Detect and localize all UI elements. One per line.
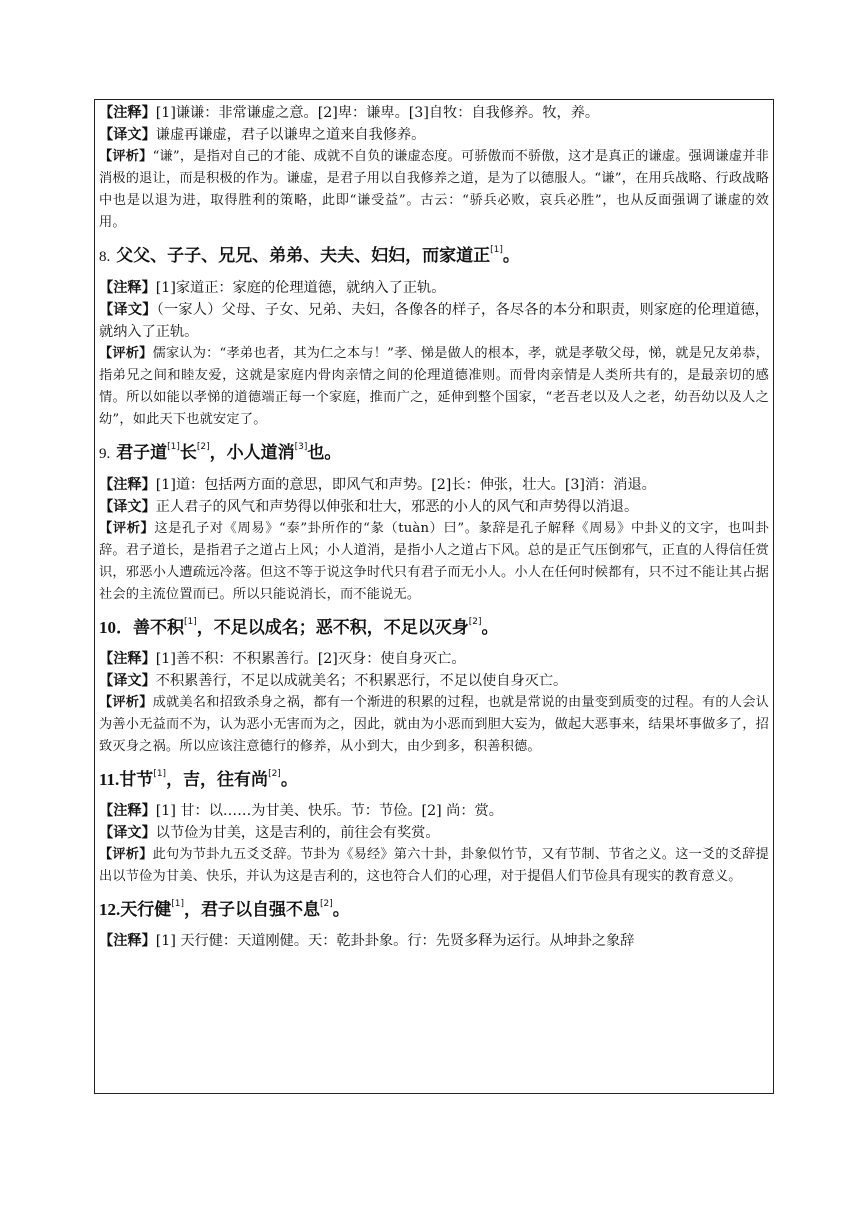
analysis-paragraph: 【评析】儒家认为：“孝弟也者，其为仁之本与！”孝、悌是做人的根本，孝，就是孝敬父母，悌，就是兄友弟恭，指弟兄之间和睦友爱，这就是家庭内骨肉亲情之间的伦理道德准则。而骨肉亲情是人类所共有的，是最亲切的感情。所以如能以孝悌的道德端正每一个家庭，推而广之，延伸到整个国家，“老吾老以及人之老，幼吾幼以及人之幼”，如此天下也就安定了。 — [99, 346, 769, 427]
section-9 — [99, 474, 769, 606]
translation-paragraph: 【译文】（一家人）父母、子女、兄弟、夫妇，各像各的样子，各尽各的本分和职责，则家庭的伦理道德，就纳入了正轨。 — [99, 302, 769, 340]
analysis-paragraph: 【评析】此句为节卦九五爻爻辞。节卦为《易经》第六十卦，卦象似竹节，又有节制、节省之义。这一爻的爻辞提出以节俭为甘美、快乐，并认为这是吉利的，这也符合人们的心理，对于提倡人们节俭具有现实的教育意义。 — [99, 847, 769, 884]
translation-paragraph: 【译文】谦虚再谦虚，君子以谦卑之道来自我修养。 — [99, 127, 426, 143]
section-8 — [99, 277, 769, 431]
note-paragraph: 【注释】[1]善不积：不积累善行。[2]灭身：使自身灭亡。 — [99, 651, 466, 667]
translation-paragraph: 【译文】以节俭为甘美，这是吉利的，前往会有奖赏。 — [99, 825, 440, 841]
analysis-paragraph: 【评析】成就美名和招致杀身之祸，都有一个渐进的积累的过程，也就是常说的由量变到质变的过程。有的人会认为善小无益而不为，认为恶小无害而为之，因此，就由为小恶而到胆大妄为，做起大恶事来，结果坏事做多了，招致灭身之祸。所以应该注意德行的修养，从小到大，由少到多，积善积德。 — [99, 695, 769, 754]
section-12 — [99, 930, 769, 952]
heading-8: 8. 父父、子子、兄兄、弟弟、夫夫、妇妇，而家道正[1]。 — [99, 245, 520, 266]
analysis-paragraph: 【评析】这是孔子对《周易》“泰”卦所作的“彖（tuàn）曰”。彖辞是孔子解释《周易》中卦义的文字，也叫卦辞。君子道长，是指君子之道占上风；小人道消，是指小人之道占下风。总的是正气压倒邪气，正直的人得信任赏识，邪恶小人遭疏远冷落。但这不等于说这争时代只有君子而无小人。小人在任何时候都有，只不过不能让其占据社会的主流位置而已。所以只能说消长，而不能说无。 — [99, 521, 769, 602]
section-7 — [99, 102, 769, 234]
section-11 — [99, 800, 769, 888]
document-frame — [94, 99, 774, 1094]
heading-12: 12.天行健[1]，君子以自强不息[2]。 — [99, 899, 350, 920]
note-paragraph: 【注释】[1]道：包括两方面的意思，即风气和声势。[2]长：伸张，壮大。[3]消：消退。 — [99, 477, 656, 493]
section-10 — [99, 648, 769, 758]
analysis-paragraph: 【评析】“谦”，是指对自己的才能、成就不自负的谦虚态度。可骄傲而不骄傲，这才是真正的谦虚。强调谦虚并非消极的退让，而是积极的作为。谦虚，是君子用以自我修养之道，是为了以德服人。“谦”，在用兵战略、行政战略中也是以退为进，取得胜利的策略，此即“谦受益”。古云：“骄兵必败，哀兵必胜”，也从反面强调了谦虚的效用。 — [99, 149, 769, 230]
translation-paragraph: 【译文】不积累善行，不足以成就美名；不积累恶行，不足以使自身灭亡。 — [99, 673, 568, 689]
heading-10: 10．善不积[1]，不足以成名；恶不积，不足以灭身[2]。 — [99, 617, 499, 638]
note-paragraph: 【注释】[1]谦谦：非常谦虚之意。[2]卑：谦卑。[3]自牧：自我修养。牧，养。 — [99, 105, 600, 121]
heading-9: 9. 君子道[1]长[2]，小人道消[3]也。 — [99, 442, 342, 463]
note-paragraph: 【注释】[1] 甘：以……为甘美、快乐。节：节俭。[2] 尚：赏。 — [99, 803, 503, 819]
heading-11: 11.甘节[1]，吉，往有尚[2]。 — [99, 769, 298, 790]
translation-paragraph: 【译文】正人君子的风气和声势得以伸张和壮大，邪恶的小人的风气和声势得以消退。 — [99, 499, 639, 515]
note-paragraph: 【注释】[1]家道正：家庭的伦理道德，就纳入了正轨。 — [99, 280, 446, 296]
note-paragraph: 【注释】[1] 天行健：天道刚健。天：乾卦卦象。行：先贤多释为运行。从坤卦之象辞 — [99, 933, 635, 949]
